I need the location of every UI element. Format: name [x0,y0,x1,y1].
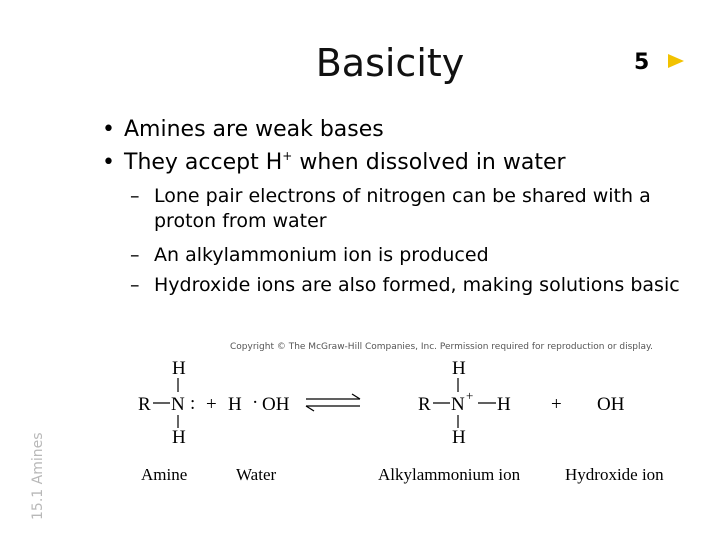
atom-n-amine: N [171,394,185,415]
atom-n-ion: N [451,394,465,415]
caption-water: Water [236,465,277,484]
atom-h-water: H [228,394,242,415]
caption-hydroxide-ion: Hydroxide ion [565,465,664,484]
slide-title: Basicity [315,41,465,85]
atom-h-bottom-amine: H [172,427,186,448]
atom-h-top-ion: H [452,358,466,379]
superscript-plus: + [282,149,293,163]
sub-bullet-item: – Hydroxide ions are also formed, making solutions basic [130,270,700,300]
atom-h-bottom-ion: H [452,427,466,448]
copyright-notice: Copyright © The McGraw-Hill Companies, Inc. Permission required for reproduction or display. [230,342,653,352]
bond-dot-water: · [252,392,259,413]
bullet-item: • Amines are weak bases [102,113,566,146]
atom-r-amine: R [138,394,151,415]
lone-pair-colon: : [190,393,196,414]
plus-sign: + [206,394,217,415]
slide-number: 5 [634,50,650,75]
atom-h-right-ion: H [497,394,511,415]
caption-alkylammonium-ion: Alkylammonium ion [378,465,521,484]
sub-bullet-item: – An alkylammonium ion is produced [130,240,700,270]
sub-bullet-item: – Lone pair electrons of nitrogen can be shared with a proton from water [130,184,700,234]
bullet-item: • They accept H+ when dissolved in water [102,146,566,179]
hydroxyl-oh-water: OH [262,394,290,415]
caption-amine: Amine [141,465,188,484]
atom-h-top-amine: H [172,358,186,379]
positive-charge: + [466,388,474,403]
plus-sign: + [551,394,562,415]
hydroxide-oh: OH [597,394,625,415]
side-section-label: 15.1 Amines [30,432,46,520]
atom-r-ion: R [418,394,431,415]
